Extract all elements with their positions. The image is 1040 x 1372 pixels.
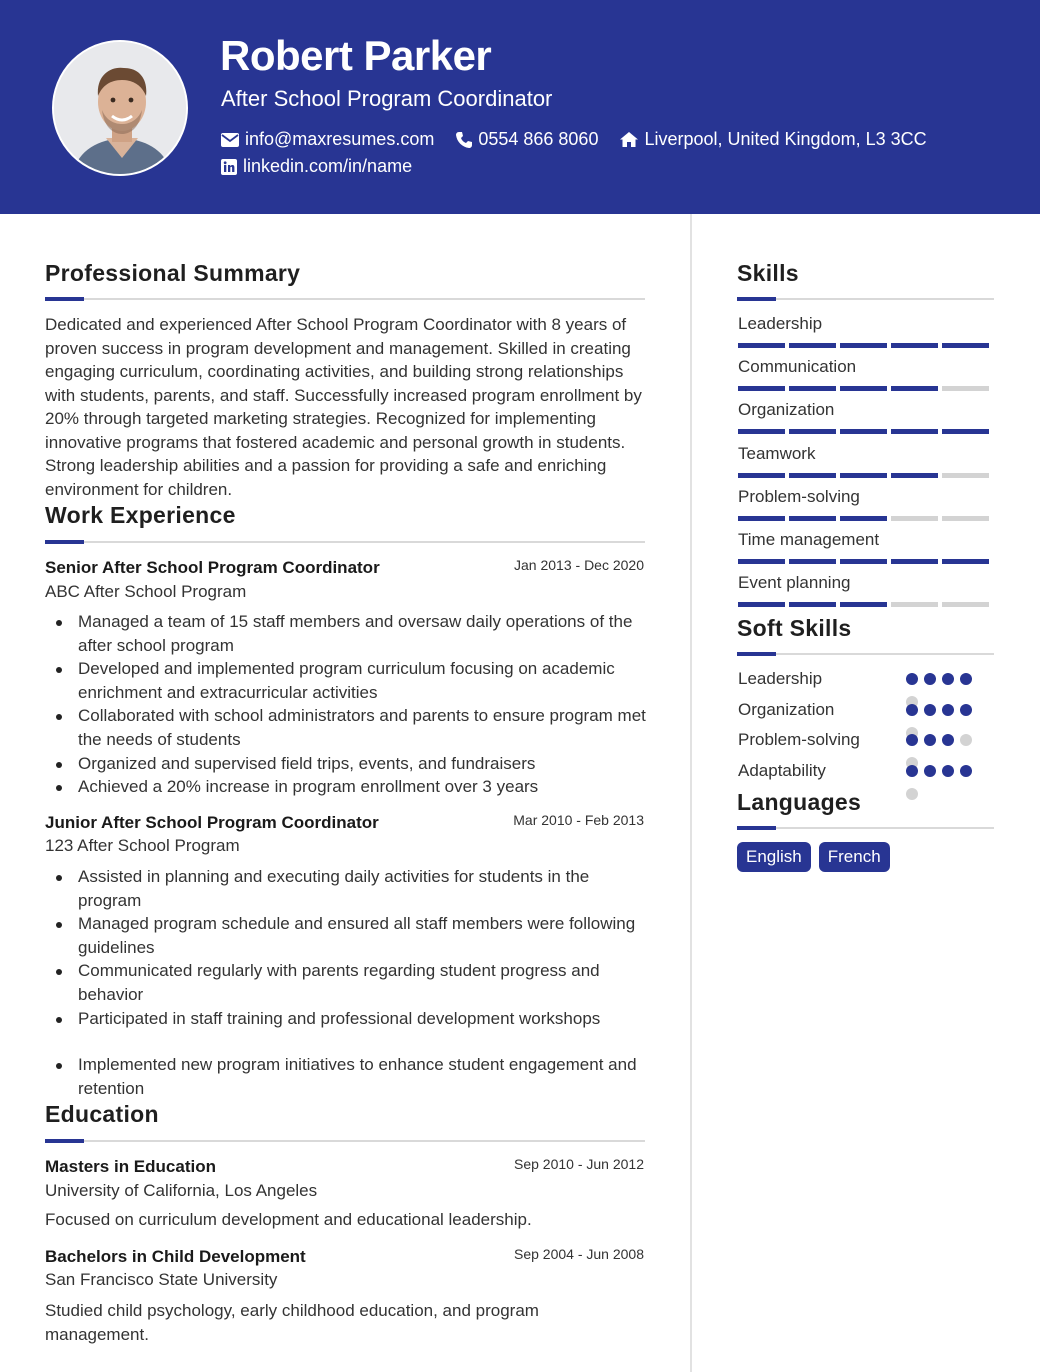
skill-level-bar — [738, 386, 989, 391]
list-item: Implemented new program initiatives to enhance student engagement and retention — [45, 1053, 650, 1100]
rating-dot — [924, 734, 936, 746]
list-item: Communicated regularly with parents regarding student progress and behavior — [45, 959, 650, 1006]
skill-level-segment — [789, 386, 836, 391]
rating-dot — [942, 765, 954, 777]
skill-level-segment — [891, 516, 938, 521]
education-date: Sep 2004 - Jun 2008 — [514, 1246, 644, 1262]
skill-level-segment — [840, 559, 887, 564]
skill-level-segment — [891, 429, 938, 434]
job-org: 123 After School Program — [45, 836, 240, 855]
school-name: University of California, Los Angeles — [45, 1181, 318, 1200]
email-text: info@maxresumes.com — [245, 129, 435, 149]
list-item: Developed and implemented program curriculum focusing on academic enrichment and extracurricular activities — [45, 657, 650, 704]
rating-dot — [924, 765, 936, 777]
education-heading: Education — [45, 1101, 159, 1127]
soft-skills-rule — [737, 653, 994, 655]
degree-title: Bachelors in Child Development — [45, 1247, 306, 1266]
column-divider — [690, 214, 692, 1372]
soft-skill-name: Adaptability — [738, 760, 826, 780]
skill-level-bar — [738, 559, 989, 564]
header-banner — [0, 0, 1040, 214]
rating-dot — [942, 673, 954, 685]
skill-level-segment — [840, 516, 887, 521]
rating-dot — [906, 734, 918, 746]
soft-skill-name: Leadership — [738, 669, 823, 688]
rating-dot — [942, 734, 954, 746]
skill-level-segment — [942, 429, 989, 434]
rating-dot — [924, 673, 936, 685]
linkedin-contact[interactable] — [221, 156, 412, 177]
languages-heading: Languages — [737, 789, 862, 815]
skill-level-bar — [738, 473, 989, 478]
soft-skill-rating — [906, 765, 978, 811]
home-icon — [620, 132, 638, 147]
rating-dot — [906, 788, 918, 800]
language-pill: English — [737, 842, 811, 872]
skill-level-segment — [738, 473, 785, 478]
job-date: Jan 2013 - Dec 2020 — [514, 557, 644, 573]
skill-name: Problem-solving — [738, 486, 860, 506]
skill-level-segment — [891, 343, 938, 348]
skill-level-segment — [840, 386, 887, 391]
list-item: Assisted in planning and executing daily activities for students in the program — [45, 865, 650, 912]
skill-level-bar — [738, 343, 989, 348]
skill-level-segment — [789, 429, 836, 434]
skill-level-segment — [891, 559, 938, 564]
list-item: Managed a team of 15 staff members and oversaw daily operations of the after school program — [45, 610, 650, 657]
skill-level-segment — [789, 602, 836, 607]
envelope-icon — [221, 133, 239, 147]
summary-text: Dedicated and experienced After School Program Coordinator with 8 years of proven success in program development and management. Skilled in creating engaging curriculum, coordinating activities, and building strong relationships with students, parents, and staff. Successfully increased program enrollment by 20% through targeted marketing strategies. Recognized for implementing innovative programs that fostered academic and personal growth in students. Strong leadership abilities and a passion for providing a safe and enriching environment for children. — [45, 315, 642, 499]
skill-name: Event planning — [738, 573, 851, 593]
contact-row-2 — [221, 156, 434, 177]
summary-heading: Professional Summary — [45, 260, 301, 286]
rating-dot — [924, 704, 936, 716]
skill-level-segment — [891, 473, 938, 478]
soft-skill-name: Organization — [738, 699, 835, 719]
location-text: Liverpool, United Kingdom, L3 3CC — [644, 129, 927, 149]
job-title: Junior After School Program Coordinator — [45, 813, 379, 832]
skill-level-segment — [840, 473, 887, 478]
skill-level-segment — [942, 602, 989, 607]
rating-dot — [960, 765, 972, 777]
list-item: Achieved a 20% increase in program enrollment over 3 years — [45, 775, 650, 799]
education-desc: Studied child psychology, early childhood education, and program management. — [45, 1301, 539, 1344]
skill-level-bar — [738, 516, 989, 521]
summary-rule — [45, 298, 645, 300]
rating-dot — [906, 765, 918, 777]
list-item: Collaborated with school administrators and parents to ensure program met the needs of students — [45, 704, 650, 751]
rating-dot — [960, 704, 972, 716]
soft-skills-heading: Soft Skills — [737, 615, 852, 641]
skill-name: Teamwork — [738, 443, 816, 463]
skill-name: Time management — [738, 530, 880, 549]
skill-level-segment — [738, 516, 785, 521]
skill-level-segment — [738, 602, 785, 607]
email-contact[interactable] — [221, 129, 434, 150]
skills-heading: Skills — [737, 260, 799, 286]
job-date: Mar 2010 - Feb 2013 — [513, 812, 644, 828]
languages-rule — [737, 827, 994, 829]
experience-heading: Work Experience — [45, 502, 236, 528]
location-contact — [620, 129, 926, 150]
skill-level-segment — [789, 343, 836, 348]
rating-dot — [960, 673, 972, 685]
phone-icon — [456, 132, 472, 148]
language-pill: French — [819, 842, 890, 872]
skill-name: Organization — [738, 400, 835, 420]
education-rule — [45, 1140, 645, 1142]
skill-level-segment — [942, 559, 989, 564]
skill-level-segment — [738, 386, 785, 391]
rating-dot — [906, 673, 918, 685]
job-bullets — [45, 610, 650, 799]
languages-list — [737, 842, 890, 872]
candidate-role: After School Program Coordinator — [221, 86, 553, 111]
experience-rule — [45, 541, 645, 543]
avatar — [52, 40, 188, 176]
skill-level-segment — [840, 602, 887, 607]
list-item: Organized and supervised field trips, events, and fundraisers — [45, 752, 650, 776]
skill-level-segment — [789, 473, 836, 478]
job-title: Senior After School Program Coordinator — [45, 558, 380, 577]
skills-rule — [737, 298, 994, 300]
skill-level-segment — [942, 516, 989, 521]
school-name: San Francisco State University — [45, 1270, 278, 1289]
phone-text: 0554 866 8060 — [478, 129, 599, 149]
education-desc: Focused on curriculum development and educational leadership. — [45, 1210, 532, 1229]
rating-dot — [906, 704, 918, 716]
candidate-name: Robert Parker — [220, 32, 492, 79]
rating-dot — [942, 704, 954, 716]
job-org: ABC After School Program — [45, 582, 247, 601]
skill-level-segment — [891, 386, 938, 391]
skill-name: Leadership — [738, 314, 823, 333]
skill-level-bar — [738, 602, 989, 607]
linkedin-icon — [221, 159, 237, 175]
contact-row — [221, 129, 949, 150]
skill-level-segment — [942, 386, 989, 391]
skill-level-segment — [738, 429, 785, 434]
education-date: Sep 2010 - Jun 2012 — [514, 1156, 644, 1172]
soft-skill-name: Problem-solving — [738, 730, 860, 749]
job-bullets — [45, 865, 650, 1100]
skill-level-bar — [738, 429, 989, 434]
skill-level-segment — [942, 343, 989, 348]
list-item: Participated in staff training and professional development workshops — [45, 1007, 650, 1031]
rating-dot — [960, 734, 972, 746]
degree-title: Masters in Education — [45, 1157, 216, 1176]
skill-level-segment — [789, 559, 836, 564]
skill-level-segment — [738, 559, 785, 564]
skill-name: Communication — [738, 357, 857, 377]
skill-level-segment — [840, 429, 887, 434]
skill-level-segment — [789, 516, 836, 521]
phone-contact[interactable] — [456, 129, 598, 150]
skill-level-segment — [891, 602, 938, 607]
skill-level-segment — [840, 343, 887, 348]
skill-level-segment — [942, 473, 989, 478]
linkedin-text: linkedin.com/in/name — [243, 156, 413, 176]
skill-level-segment — [738, 343, 785, 348]
list-item: Managed program schedule and ensured all staff members were following guidelines — [45, 912, 650, 959]
